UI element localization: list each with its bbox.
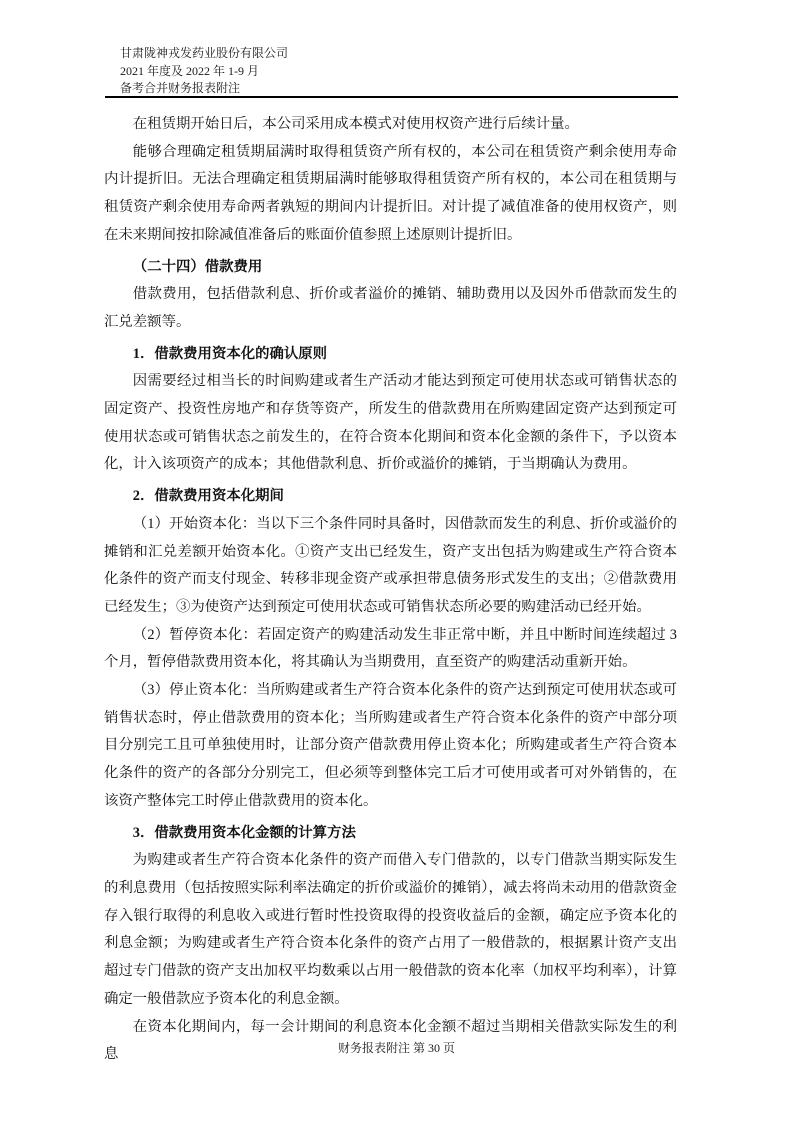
- page-footer: [0, 1040, 793, 1057]
- para-capitalization-suspend: （2）暂停资本化：若固定资产的购建活动发生非正常中断，并且中断时间连续超过 3 个月，暂停借款费用资本化，将其确认为当期费用，直至资产的购建活动重新开始。: [104, 626, 677, 671]
- document-body: [104, 111, 677, 1069]
- header-doc-title: 备考合并财务报表附注: [120, 81, 241, 95]
- para-lease-subsequent-measurement: 在租赁期开始日后，本公司采用成本模式对使用权资产进行后续计量。: [132, 116, 579, 132]
- para-capitalization-start: （1）开始资本化：当以下三个条件同时具备时，因借款而发生的利息、折价或溢价的摊销和汇兑差额开始资本化。①资产支出已经发生，资产支出包括为购建或生产符合资本化条件的资产而支付现金、转移非现金资产或承担带息债务形式发生的支出；②借款费用已经发生；③为使资产达到预定可使用状态或可销售状态所必要的购建活动已经开始。: [104, 515, 677, 615]
- heading-capitalization-recognition-principle: 1．借款费用资本化的确认原则: [132, 345, 328, 362]
- para-capitalized-amount-method: 为购建或者生产符合资本化条件的资产而借入专门借款的，以专门借款当期实际发生的利息费用（包括按照实际利率法确定的折价或溢价的摊销），减去将尚未动用的借款资金存入银行取得的利息收入或进行暂时性投资取得的投资收益后的金额，确定应予资本化的利息金额；为购建或者生产符合资本化条件的资产占用了一般借款的，根据累计资产支出超过专门借款的资产支出加权平均数乘以占用一般借款的资本化率（加权平均利率），计算确定一般借款应予资本化的利息金额。: [104, 852, 677, 1007]
- heading-capitalized-amount-calculation: 3．借款费用资本化金额的计算方法: [132, 824, 356, 841]
- footer-page-label: 财务报表附注 第 30 页: [337, 1041, 455, 1055]
- document-header: [120, 45, 288, 98]
- header-company-name: 甘肃陇神戎发药业股份有限公司: [120, 46, 289, 60]
- para-capitalization-recognition: 因需要经过相当长的时间购建或者生产活动才能达到预定可使用状态或可销售状态的固定资产、投资性房地产和存货等资产，所发生的借款费用在所购建固定资产达到预定可使用状态或可销售状态之前发生的，在符合资本化期间和资本化金额的条件下，予以资本化，计入该项资产的成本；其他借款利息、折价或溢价的摊销，于当期确认为费用。: [104, 373, 677, 473]
- para-lease-depreciation-policy: 能够合理确定租赁期届满时取得租赁资产所有权的，本公司在租赁资产剩余使用寿命内计提折旧。无法合理确定租赁期届满时能够取得租赁资产所有权的，本公司在租赁期与租赁资产剩余使用寿命两者孰短的期间内计提折旧。对计提了减值准备的使用权资产，则在未来期间按扣除减值准备后的账面价值参照上述原则计提折旧。: [104, 143, 677, 243]
- heading-capitalization-period: 2．借款费用资本化期间: [132, 488, 284, 505]
- heading-section-24-borrowing-costs: （二十四）借款费用: [132, 258, 263, 275]
- para-borrowing-costs-definition: 借款费用，包括借款利息、折价或者溢价的摊销、辅助费用以及因外币借款而发生的汇兑差额等。: [104, 286, 677, 330]
- para-capitalized-amount-limit: 在资本化期间内，每一会计期间的利息资本化金额不超过当期相关借款实际发生的利息: [104, 1018, 677, 1063]
- para-capitalization-stop: （3）停止资本化：当所购建或者生产符合资本化条件的资产达到预定可使用状态或可销售状态时，停止借款费用的资本化；当所购建或者生产符合资本化条件的资产中部分项目分别完工且可单独使用时，让部分资产借款费用停止资本化；所购建或者生产符合资本化条件的资产的各部分分别完工，但必须等到整体完工后才可使用或者可对外销售的，在该资产整体完工时停止借款费用的资本化。: [104, 682, 677, 809]
- header-report-period: 2021 年度及 2022 年 1-9 月: [120, 63, 259, 78]
- header-divider-rule: [105, 96, 678, 98]
